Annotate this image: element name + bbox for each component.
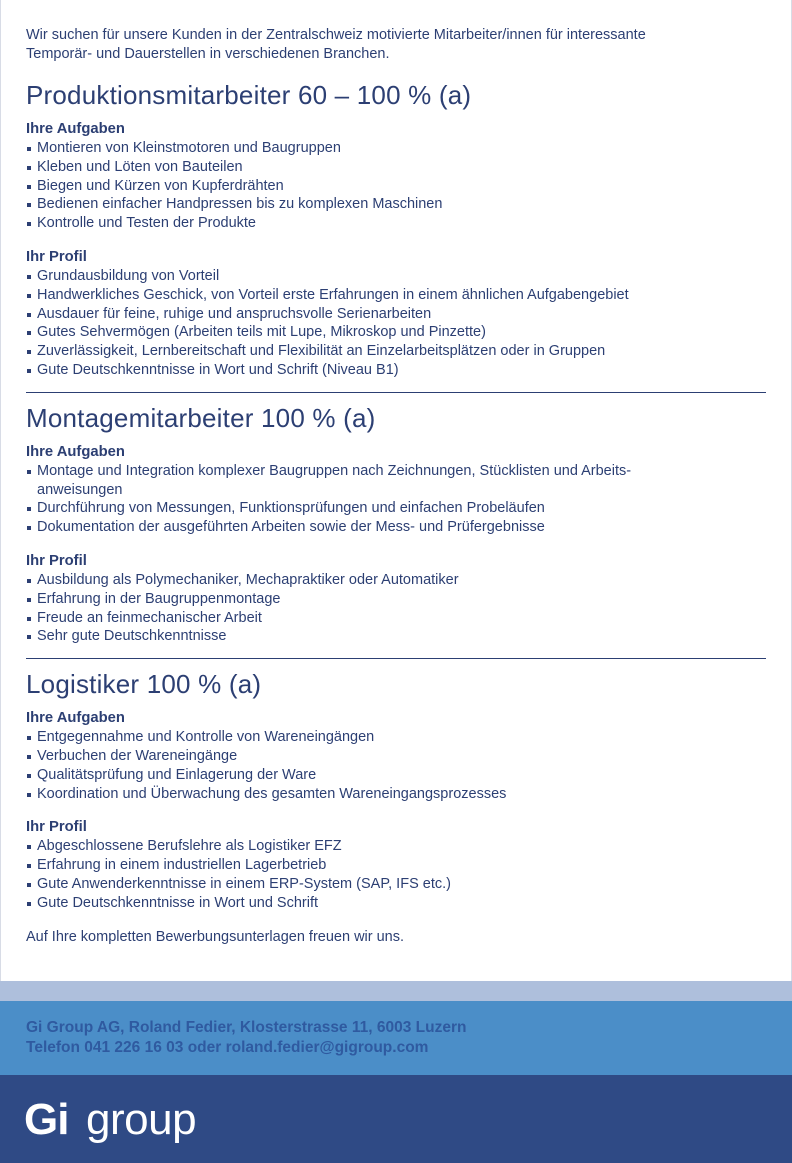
list-item: Durchführung von Messungen, Funktionsprüfungen und einfachen Probeläufen	[26, 499, 766, 518]
footer-band-light	[0, 981, 792, 1001]
profile-list-production	[26, 267, 766, 380]
job-title-assembly: Montagemitarbeiter 100 % (a)	[26, 402, 376, 433]
section-divider	[26, 392, 766, 393]
contact-address: Gi Group AG, Roland Fedier, Klosterstrasse 11, 6003 Luzern	[26, 1019, 467, 1036]
list-item: Ausbildung als Polymechaniker, Mechapraktiker oder Automatiker	[26, 571, 766, 590]
list-item: Entgegennahme und Kontrolle von Wareneingängen	[26, 728, 766, 747]
tasks-label-logistics: Ihre Aufgaben	[26, 710, 125, 727]
contact-phone-email: Telefon 041 226 16 03 oder roland.fedier@gigroup.com	[26, 1039, 429, 1056]
intro-text: Wir suchen für unsere Kunden in der Zentralschweiz motivierte Mitarbeiter/innen für interessante Temporär- und Dauerstellen in verschiedenen Branchen.	[26, 27, 646, 62]
logo-part-gi: Gi	[24, 1096, 69, 1144]
list-item: Verbuchen der Wareneingänge	[26, 747, 766, 766]
list-item: Erfahrung in der Baugruppenmontage	[26, 590, 766, 609]
list-item: Ausdauer für feine, ruhige und anspruchsvolle Serienarbeiten	[26, 305, 766, 324]
list-item: Montage und Integration komplexer Baugruppen nach Zeichnungen, Stücklisten und Arbeits- anweisungen	[26, 462, 766, 500]
tasks-list-assembly	[26, 462, 766, 537]
tasks-list-production	[26, 139, 766, 233]
list-item: Bedienen einfacher Handpressen bis zu komplexen Maschinen	[26, 195, 766, 214]
list-item: Sehr gute Deutschkenntnisse	[26, 627, 766, 646]
profile-list-logistics	[26, 837, 766, 912]
list-item: Koordination und Überwachung des gesamten Wareneingangsprozesses	[26, 785, 766, 804]
list-item: Handwerkliches Geschick, von Vorteil erste Erfahrungen in einem ähnlichen Aufgabengebiet	[26, 286, 766, 305]
list-item: Erfahrung in einem industriellen Lagerbetrieb	[26, 856, 766, 875]
profile-list-assembly	[26, 571, 766, 646]
profile-label-production: Ihr Profil	[26, 248, 87, 265]
profile-label-logistics: Ihr Profil	[26, 819, 87, 836]
list-item: Gute Deutschkenntnisse in Wort und Schrift (Niveau B1)	[26, 361, 766, 380]
list-item: Biegen und Kürzen von Kupferdrähten	[26, 177, 766, 196]
list-item: Grundausbildung von Vorteil	[26, 267, 766, 286]
list-item: Abgeschlossene Berufslehre als Logistiker EFZ	[26, 837, 766, 856]
tasks-label-production: Ihre Aufgaben	[26, 121, 125, 137]
list-item: Gute Anwenderkenntnisse in einem ERP-System (SAP, IFS etc.)	[26, 875, 766, 894]
closing-text: Auf Ihre kompletten Bewerbungsunterlagen freuen wir uns.	[26, 928, 405, 945]
list-item: Zuverlässigkeit, Lernbereitschaft und Flexibilität an Einzelarbeitsplätzen oder in Gruppen	[26, 342, 766, 361]
list-item: Gutes Sehvermögen (Arbeiten teils mit Lupe, Mikroskop und Pinzette)	[26, 323, 766, 342]
list-item: Kleben und Löten von Bauteilen	[26, 158, 766, 177]
job-title-production: Produktionsmitarbeiter 60 – 100 % (a)	[26, 80, 472, 110]
section-divider	[26, 658, 766, 659]
job-ad-content	[26, 26, 766, 947]
tasks-list-logistics	[26, 728, 766, 803]
list-item: Dokumentation der ausgeführten Arbeiten sowie der Mess- und Prüfergebnisse	[26, 518, 766, 537]
tasks-label-assembly: Ihre Aufgaben	[26, 443, 125, 460]
list-item: Freude an feinmechanischer Arbeit	[26, 609, 766, 628]
list-item: Kontrolle und Testen der Produkte	[26, 214, 766, 233]
list-item: Gute Deutschkenntnisse in Wort und Schrift	[26, 894, 766, 913]
contact-info	[26, 1018, 466, 1058]
profile-label-assembly: Ihr Profil	[26, 552, 87, 569]
list-item: Qualitätsprüfung und Einlagerung der Ware	[26, 766, 766, 785]
job-title-logistics: Logistiker 100 % (a)	[26, 669, 262, 700]
logo-part-group: group	[86, 1096, 197, 1144]
list-item: Montieren von Kleinstmotoren und Baugruppen	[26, 139, 766, 158]
gigroup-logo	[24, 1096, 264, 1148]
